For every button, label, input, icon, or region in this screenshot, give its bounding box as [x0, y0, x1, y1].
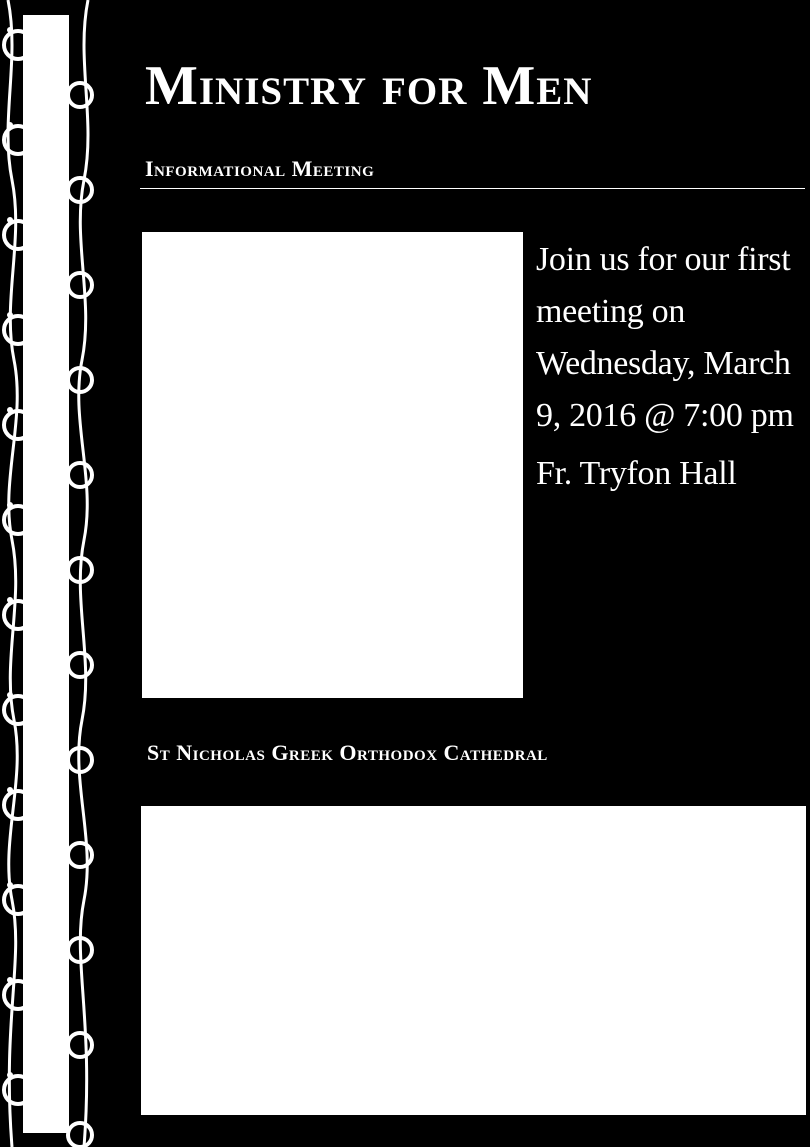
- meeting-details: [536, 234, 806, 500]
- flyer-title: Ministry for Men: [145, 55, 593, 117]
- meeting-invitation-text: Join us for our first meeting on Wednesday, March 9, 2016 @ 7:00 pm: [536, 241, 794, 434]
- bottom-image-placeholder: [141, 806, 806, 1115]
- organization-name: St Nicholas Greek Orthodox Cathedral: [147, 740, 548, 765]
- title-divider: [140, 188, 805, 189]
- meeting-location: Fr. Tryfon Hall: [536, 455, 737, 492]
- photo-placeholder: [142, 232, 523, 698]
- flyer-subtitle: Informational Meeting: [145, 156, 375, 181]
- ornamental-border: [0, 0, 100, 1147]
